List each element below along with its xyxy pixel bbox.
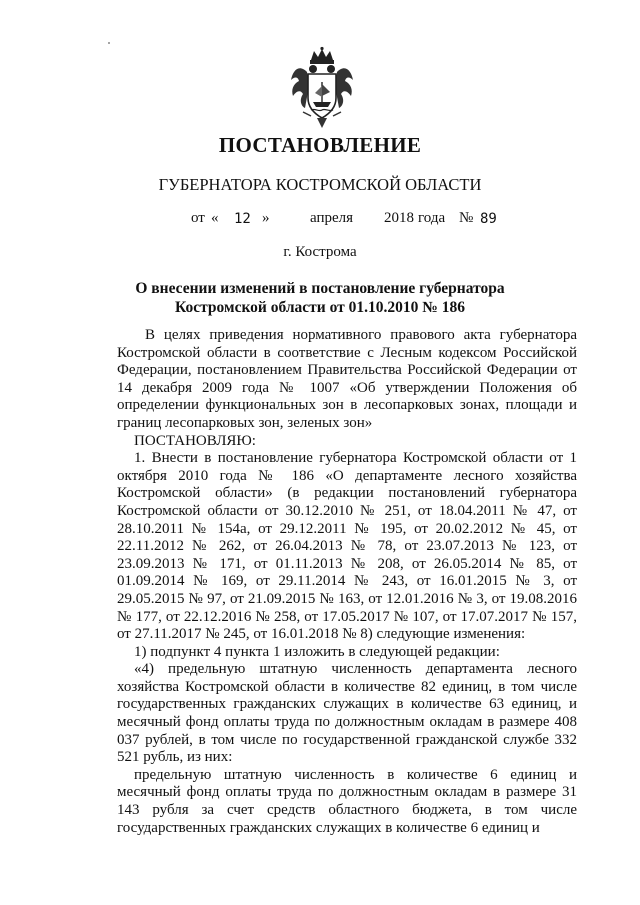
date-year: 2018 — [384, 210, 414, 226]
resolve-paragraph: ПОСТАНОВЛЯЮ: — [134, 432, 256, 449]
heading-line-2: Костромской области от 01.10.2010 № 186 — [175, 299, 465, 316]
document-city: г. Кострома — [283, 244, 357, 260]
document-number: 89 — [480, 211, 497, 227]
date-year-word: года — [418, 210, 446, 226]
document-body — [117, 327, 577, 837]
date-prefix: от — [191, 210, 205, 226]
date-day: 12 — [234, 211, 251, 227]
document-title: ПОСТАНОВЛЕНИЕ — [218, 133, 422, 157]
document-heading — [0, 279, 640, 317]
item-1-paragraph: 1. Внести в постановление губернатора Костромской области от 1 октября 2010 года № 186 «О департаменте лесного хозяйства Костромской области» (в редакции постановлений губернатора Костромской области от 30.12.2010 № 251, от 18.04.2011 № 47, от 28.10.2011 № 154а, от 29.12.2011 № 195, от 20.02.2012 № 45, от 22.11.2012 № 262, от 26.04.2013 № 78, от 23.07.2013 № 123, от 23.09.2013 № 171, от 01.11.2013 № 208, от 26.05.2014 № 85, от 01.09.2014 № 169, от 29.11.2014 № 243, от 16.01.2015 № 3, от 29.05.2015 № 97, от 21.09.2015 № 163, от 12.01.2016 № 3, от 19.08.2016 № 177, от 22.12.2016 № 258, от 17.05.2017 № 107, от 17.07.2017 № 157, от 27.11.2017 № 245, от 16.01.2018 № 8) следующие изменения: — [117, 450, 577, 643]
limit-paragraph: предельную штатную численность в количестве 6 единиц и месячный фонд оплаты труда по должностным окладам в размере 31 143 рубля за счет средств областного бюджета, в том числе государственных гражданских служащих в количестве 6 единиц и — [117, 766, 577, 836]
document-issuer: ГУБЕРНАТОРА КОСТРОМСКОЙ ОБЛАСТИ — [158, 175, 482, 194]
date-month: апреля — [310, 210, 354, 226]
number-sign: № — [459, 210, 474, 226]
quote-4-paragraph: «4) предельную штатную численность департамента лесного хозяйства Костромской области в количестве 82 единиц, в том числе государственных гражданских служащих в количестве 63 единиц, и месячный фонд оплаты труда по должностным окладам в размере 408 037 рублей, в том числе по государственной гражданской службе 332 521 рубль, из них: — [117, 661, 577, 766]
date-open-quote: « — [211, 210, 219, 226]
heading-line-1: О внесении изменений в постановление губернатора — [135, 280, 505, 297]
scan-speck — [108, 42, 110, 44]
date-line — [0, 210, 640, 232]
date-close-quote: » — [262, 210, 270, 226]
coat-of-arms-icon — [289, 46, 355, 130]
subitem-1-paragraph: 1) подпункт 4 пункта 1 изложить в следующей редакции: — [134, 643, 500, 660]
preamble-paragraph: В целях приведения нормативного правового акта губернатора Костромской области в соответствие с Лесным кодексом Российской Федерации, постановлением Правительства Российской Федерации от 14 декабря 2009 года № 1007 «Об утверждении Положения об определении функциональных зон в лесопарковых зонах, площади и границ лесопарковых зон, зеленых зон» — [117, 327, 577, 431]
